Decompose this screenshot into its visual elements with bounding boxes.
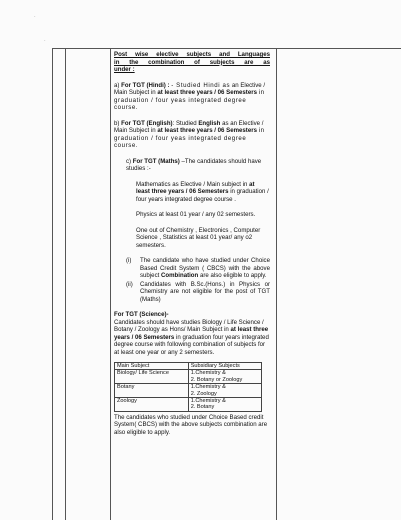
scan-speck: · xyxy=(44,38,46,44)
eligibility-text xyxy=(114,51,270,436)
tgt-english-paragraph: b) For TGT (English): Studied English as an Elective / Main Subject in at least three years / 06 Semesters in graduation / four yeas integrated degree course. xyxy=(114,119,265,149)
table-cell: 1.Chemistry & 2. Zoology xyxy=(188,384,261,398)
tgt-hindi-paragraph: a) For TGT (Hindi) : - Studied Hindi as an Elective / Main Subject in at least three years / 06 Semesters in graduation / four yeas integrated degree course. xyxy=(114,81,266,111)
heading-line: under : xyxy=(114,66,135,73)
table-row xyxy=(115,384,262,398)
table-column-border xyxy=(52,48,53,520)
scan-speck: · xyxy=(34,14,36,20)
maths-note-i: (i) The candidate who have studied under Choice Based Credit System ( CBCS) with the above subject Combination are also eligible to apply. xyxy=(126,257,270,279)
table-row xyxy=(115,398,262,412)
table-column-border xyxy=(110,48,111,520)
tgt-maths-intro: c) For TGT (Maths) –The candidates should have studies :- xyxy=(126,157,262,172)
table-cell: 1.Chemistry & 2. Botany or Zoology xyxy=(188,370,261,384)
table-row xyxy=(115,370,262,384)
table-header-cell: Subsidiary Subjects xyxy=(188,363,261,370)
maths-note-ii: (ii) Candidates with B.Sc.(Hons.) in Physics or Chemistry are not eligible for the post of TGT (Maths) xyxy=(126,280,270,303)
table-cell: Botany xyxy=(115,384,189,398)
section-heading xyxy=(114,51,270,74)
table-column-border xyxy=(276,48,277,520)
tgt-science-paragraph: Candidates should have studies Biology / Life Science / Botany / Zoology as Hons/ Main Subject in at least three years / 06 Semesters in graduation four years integrated degree course with following combination of subjects for at least one year or any 2 semesters. xyxy=(114,318,269,356)
heading-line: Post wise elective subjects and Languages xyxy=(114,51,270,58)
heading-line: in the combination of subjects are as xyxy=(114,58,270,66)
table-top-border xyxy=(52,48,401,49)
maths-requirement: Mathematics as Elective / Main subject in at least three years / 06 Semesters in graduation / four years integrated degree course . xyxy=(136,180,269,203)
cbcs-footer-note: The candidates who studied under Choice Based credit System( CBCS) with the above subjects combination are also eligible to apply. xyxy=(114,413,268,436)
tgt-science-title: For TGT (Science)- xyxy=(114,311,169,318)
table-header-row xyxy=(115,363,262,370)
table-cell: 1.Chemistry & 2. Botany xyxy=(188,398,261,412)
physics-requirement: Physics at least 01 year / any 02 semesters. xyxy=(136,211,256,218)
science-subjects-table xyxy=(114,362,262,412)
table-cell: Zoology xyxy=(115,398,189,412)
third-subject-requirement: One out of Chemistry , Electronics , Computer Science , Statistics at least 01 year/ any o2 semesters. xyxy=(136,226,261,249)
table-cell: Biology/ Life Science xyxy=(115,370,189,384)
table-header-cell: Main Subject xyxy=(115,363,189,370)
table-column-border xyxy=(65,48,66,520)
